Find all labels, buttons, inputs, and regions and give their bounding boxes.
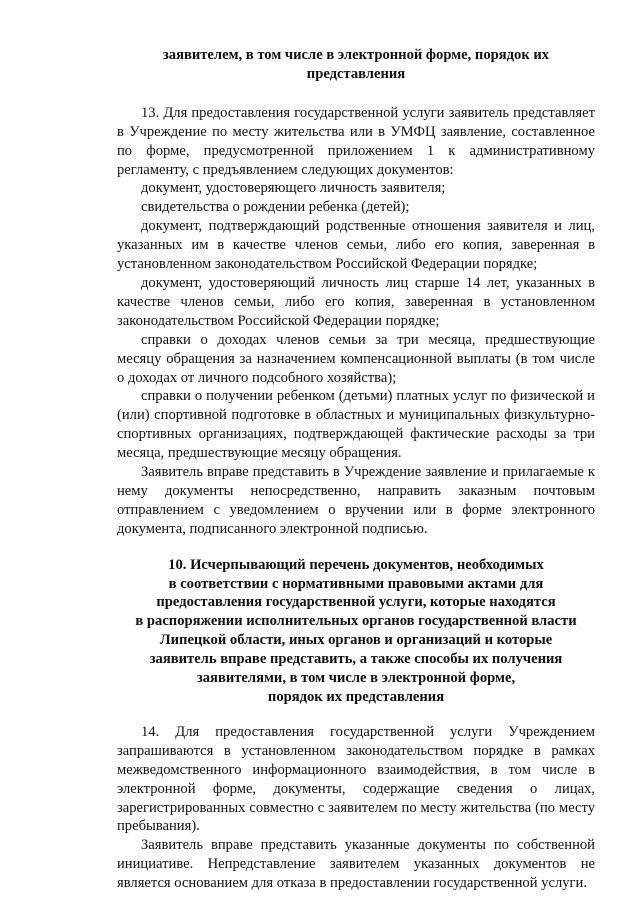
- document-list-item: справки о доходах членов семьи за три месяца, предшествующие месяцу обращения за назначением компенсационной выплаты (в том числе о доходах от личного подсобного хозяйства);: [117, 331, 595, 386]
- heading-line: заявителем, в том числе в электронной форме, порядок их: [162, 47, 550, 63]
- document-list-item: документ, подтверждающий родственные отношения заявителя и лиц, указанных им в качестве членов семьи, либо его копия, заверенная в установленном законодательством Российской Федерации порядке;: [117, 218, 595, 273]
- document-list-item: свидетельства о рождении ребенка (детей);: [141, 199, 410, 216]
- section-heading-continued: [117, 46, 595, 84]
- document-body: [117, 46, 595, 893]
- document-list-item: документ, удостоверяющий личность лиц старше 14 лет, указанных в качестве членов семьи, либо его копия, заверенная в установленном законодательством Российской Федерации порядке;: [117, 274, 595, 329]
- heading-line: 10. Исчерпывающий перечень документов, необходимых: [168, 556, 544, 573]
- document-list-item: справки о получении ребенком (детьми) платных услуг по физической и (или) спортивной подготовке в областных и муниципальных физкультурно-спортивных организациях, подтверждающей фактические расходы за три месяца, предшествующие месяцу обращения.: [117, 388, 595, 462]
- document-list-item: документ, удостоверяющего личность заявителя;: [141, 180, 446, 197]
- heading-line: предоставления государственной услуги, которые находятся: [156, 594, 556, 611]
- heading-line: в распоряжении исполнительных органов государственной власти: [135, 613, 577, 630]
- heading-line: заявитель вправе представить, а также способы их получения: [149, 651, 563, 668]
- paragraph-14-initiative: Заявитель вправе представить указанные документы по собственной инициативе. Непредставление заявителем указанных документов не является основанием для отказа в предоставлении государственной услуги.: [117, 837, 595, 892]
- heading-line: в соответствии с нормативными правовыми актами для: [168, 575, 544, 592]
- heading-line: заявителями, в том числе в электронной форме,: [196, 670, 516, 687]
- paragraph-14: 14. Для предоставления государственной услуги Учреждением запрашиваются в установленном законодательством порядке в рамках межведомственного информационного взаимодействия, в том числе в электронной форме, документы, содержащие сведения о лицах, зарегистрированных совместно с заявителем по месту жительства (по месту пребывания).: [117, 723, 595, 835]
- paragraph-13-intro: 13. Для предоставления государственной услуги заявитель представляет в Учреждение по месту жительства или в УМФЦ заявление, составленное по форме, предусмотренной приложением 1 к административному регламенту, с предъявлением следующих документов:: [117, 104, 595, 178]
- section-heading-10: [117, 556, 595, 707]
- heading-line: порядок их представления: [267, 689, 445, 705]
- heading-line: представления: [306, 65, 406, 82]
- heading-line: Липецкой области, иных органов и организаций и которые: [159, 632, 553, 649]
- paragraph-13-closing: Заявитель вправе представить в Учреждение заявление и прилагаемые к нему документы непосредственно, направить заказным почтовым отправлением с уведомлением о вручении или в форме электронного документа, подписанного электронной подписью.: [117, 464, 595, 537]
